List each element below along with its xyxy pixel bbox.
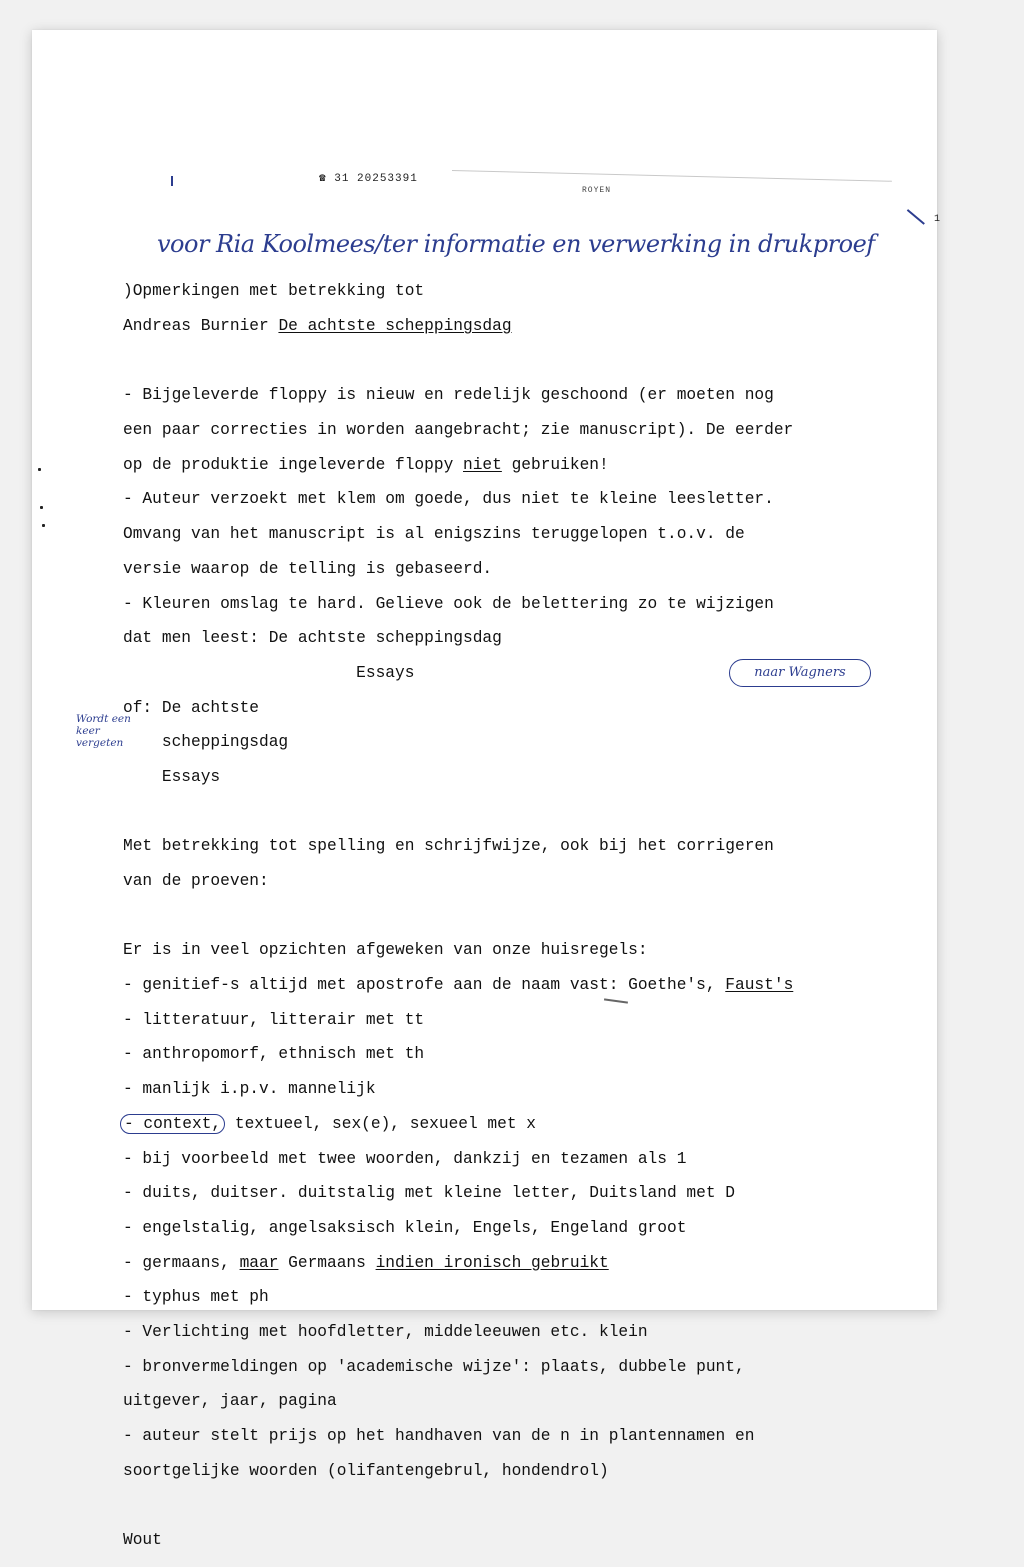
emphasis-ironisch: indien ironisch gebruikt (375, 1253, 609, 1272)
text-line: Omvang van het manuscript is al enigszins teruggelopen t.o.v. de (123, 525, 745, 544)
list-item: - duits, duitser. duitstalig met kleine letter, Duitsland met D (123, 1184, 735, 1203)
circled-context: - context, (120, 1114, 225, 1134)
list-item: - auteur stelt prijs op het handhaven van de n in plantennamen en (123, 1427, 755, 1446)
list-item: - typhus met ph (123, 1288, 269, 1307)
emphasis-fausts: Faust's (725, 976, 794, 995)
text-line: Essays (123, 767, 221, 786)
fax-header: ☎ 31 20253391 (319, 173, 418, 185)
book-title: De achtste scheppingsdag (278, 317, 512, 336)
handwritten-routing-note: voor Ria Koolmees/ter informatie en verwerking in drukproef (157, 230, 875, 258)
list-item: - engelstalig, angelsaksisch klein, Engels, Engeland groot (123, 1218, 687, 1237)
emphasis-maar: maar (239, 1253, 279, 1272)
list-item: - context, textueel, sex(e), sexueel met x (123, 1116, 793, 1133)
list-item: - bronvermeldingen op 'academische wijze': plaats, dubbele punt, (123, 1357, 745, 1376)
text-line: op de produktie ingeleverde floppy niet gebruiken! (123, 455, 609, 474)
text-line: - Kleuren omslag te hard. Gelieve ook de belettering zo te wijzigen (123, 594, 774, 613)
list-item: - manlijk i.p.v. mannelijk (123, 1080, 376, 1099)
text-line: van de proeven: (123, 872, 269, 891)
margin-dot (40, 506, 43, 509)
margin-dot (42, 524, 45, 527)
text-line: Er is in veel opzichten afgeweken van onze huisregels: (123, 941, 648, 960)
list-item: - Verlichting met hoofdletter, middeleeuwen etc. klein (123, 1322, 648, 1341)
text-line: of: De achtste (123, 698, 259, 717)
text-line: dat men leest: De achtste scheppingsdag (123, 629, 502, 648)
list-item: - germaans, maar Germaans indien ironisch gebruikt (123, 1253, 609, 1272)
fax-header-rule (452, 170, 892, 182)
text-line: - Auteur verzoekt met klem om goede, dus niet te kleine leesletter. (123, 490, 774, 509)
letter-title: )Opmerkingen met betrekking tot (123, 282, 425, 301)
pen-mark (171, 176, 173, 186)
letter-subject: Andreas Burnier De achtste scheppingsdag (123, 317, 512, 336)
text-line: versie waarop de telling is gebaseerd. (123, 559, 493, 578)
handwritten-margin-note: Wordt een keer vergeten (76, 713, 131, 749)
list-item: - genitief-s altijd met apostrofe aan de naam vast: Goethe's, Faust's (123, 976, 794, 995)
letter-body (123, 266, 793, 1567)
signature: Wout (123, 1531, 162, 1550)
emphasis-niet: niet (463, 455, 502, 474)
handwritten-bubble-note: naar Wagners (729, 659, 871, 687)
fax-sender-label: ROYEN (582, 186, 612, 195)
pen-check-mark (907, 209, 925, 224)
text-line: een paar correcties in worden aangebracht; zie manuscript). De eerder (123, 421, 794, 440)
text-line: Met betrekking tot spelling en schrijfwijze, ook bij het corrigeren (123, 837, 774, 856)
page-number: 1 (934, 214, 941, 225)
list-item: - bij voorbeeld met twee woorden, dankzij en tezamen als 1 (123, 1149, 687, 1168)
list-item: - litteratuur, litterair met tt (123, 1010, 425, 1029)
list-item: - anthropomorf, ethnisch met th (123, 1045, 425, 1064)
text-line: scheppingsdag (123, 733, 289, 752)
text-line: - Bijgeleverde floppy is nieuw en redelijk geschoond (er moeten nog (123, 386, 774, 405)
list-item: uitgever, jaar, pagina (123, 1392, 337, 1411)
margin-dot (38, 468, 41, 471)
list-item: soortgelijke woorden (olifantengebrul, hondendrol) (123, 1461, 609, 1480)
text-line: Essays (123, 663, 415, 682)
